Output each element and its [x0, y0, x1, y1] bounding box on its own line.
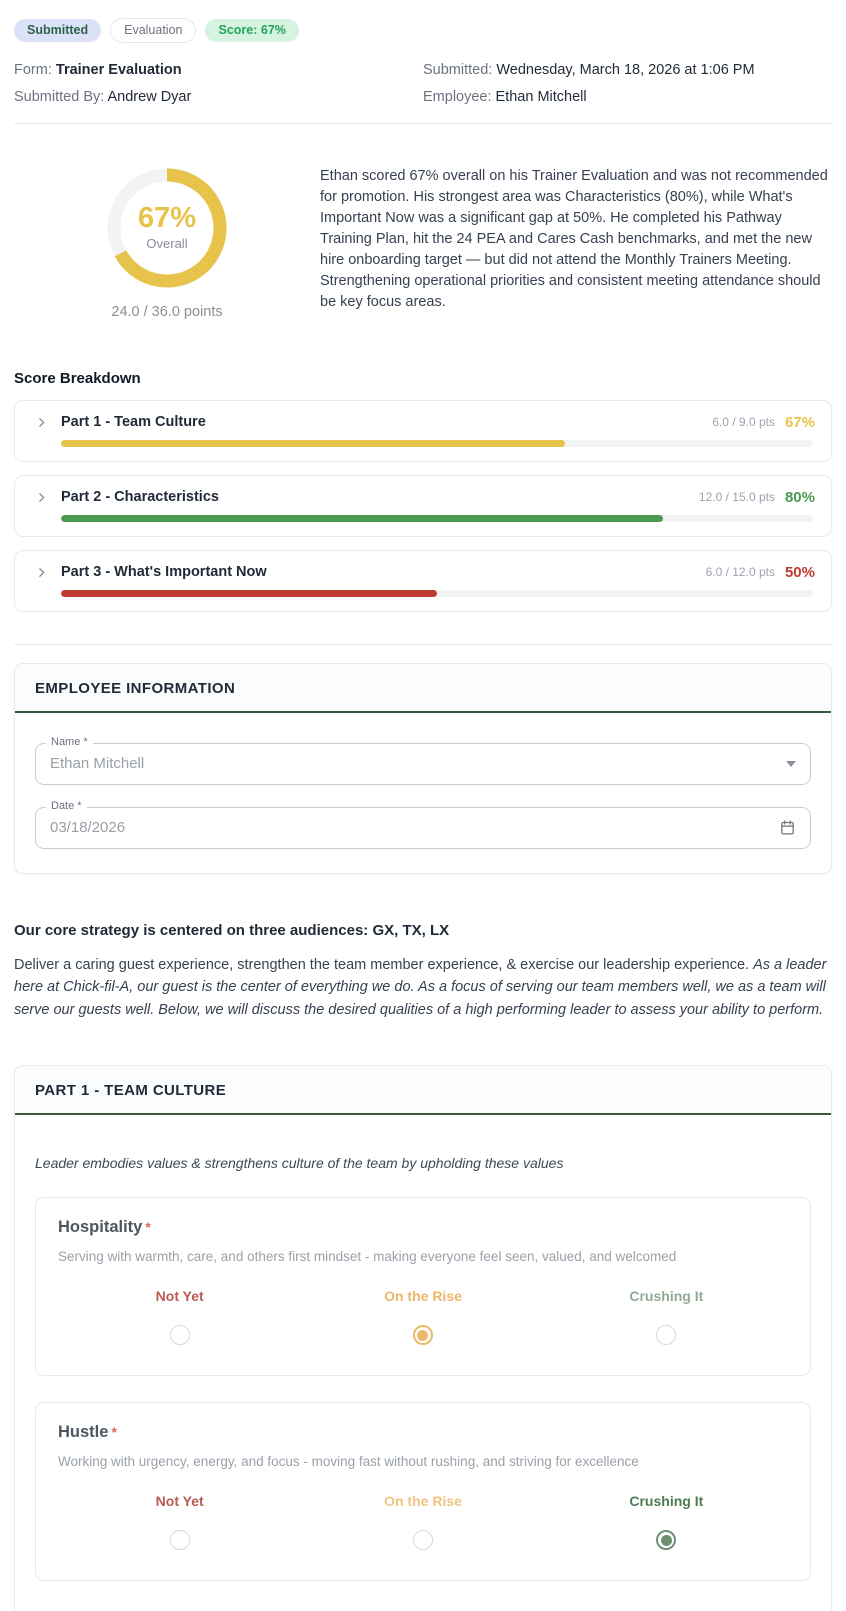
submission-meta [14, 63, 832, 106]
ai-summary: Ethan scored 67% overall on his Trainer Evaluation and was not recommended for promotion. His strongest area was Characteristics (80%), while What's Important Now was a significant gap at 50%. He completed his Pathway Training Plan, hit the 24 PEA and Cares Cash benchmarks, and met the new hire onboarding target — but did not attend the Monthly Trainers Meeting. Strengthening operational priorities and consistent meeting attendance should be key focus areas. [320, 167, 828, 310]
meta-form-value: Trainer Evaluation [55, 62, 182, 78]
meta-submitted-label: Submitted: [423, 62, 493, 78]
required-asterisk: * [111, 1424, 117, 1441]
overview-section [14, 166, 832, 320]
question-card-hospitality [35, 1197, 811, 1376]
radio-crushing-it-selected[interactable] [656, 1530, 676, 1550]
section-title: EMPLOYEE INFORMATION [35, 679, 236, 697]
option-not-yet [58, 1493, 301, 1550]
summary-text-block [320, 166, 832, 320]
breakdown-part-points: 6.0 / 9.0 pts [712, 415, 775, 430]
question-card-hustle [35, 1402, 811, 1581]
breakdown-part-points: 12.0 / 15.0 pts [698, 490, 775, 505]
radio-not-yet[interactable] [170, 1325, 190, 1345]
breakdown-card-part1[interactable] [14, 400, 832, 462]
option-label: On the Rise [384, 1493, 462, 1510]
radio-on-the-rise-selected[interactable] [413, 1325, 433, 1345]
meta-submitted-value: Wednesday, March 18, 2026 at 1:06 PM [496, 62, 755, 78]
question-title: Hustle [58, 1423, 109, 1442]
form-type-badge: Evaluation [110, 18, 196, 43]
strategy-regular-text: Deliver a caring guest experience, strengthen the team member experience, & exercise our leadership experience. [14, 956, 754, 973]
radio-on-the-rise[interactable] [413, 1530, 433, 1550]
badge-row [14, 18, 832, 43]
employee-information-section [14, 663, 832, 874]
score-badge: Score: 67% [205, 19, 298, 42]
date-input-field[interactable] [35, 799, 811, 849]
option-label: Crushing It [629, 1493, 704, 1510]
progress-bar-fill [61, 590, 437, 597]
radio-not-yet[interactable] [170, 1530, 190, 1550]
divider [14, 644, 832, 645]
meta-submitted-by-value: Andrew Dyar [107, 88, 192, 105]
progress-bar [61, 440, 813, 447]
name-field-label: Name * [46, 736, 93, 748]
meta-employee-value: Ethan Mitchell [495, 88, 587, 105]
breakdown-part-title: Part 3 - What's Important Now [61, 564, 267, 581]
meta-employee-label: Employee: [423, 88, 492, 105]
name-field-value: Ethan Mitchell [50, 755, 145, 773]
option-crushing-it [545, 1493, 788, 1550]
option-label: Not Yet [155, 1493, 204, 1510]
chevron-right-icon[interactable] [33, 489, 49, 505]
radio-crushing-it[interactable] [656, 1325, 676, 1345]
question-description: Working with urgency, energy, and focus - moving fast without rushing, and striving for excellence [58, 1454, 639, 1470]
section-header [15, 664, 831, 713]
date-field-value: 03/18/2026 [50, 819, 126, 837]
chevron-down-icon[interactable] [786, 761, 796, 767]
question-title: Hospitality [58, 1218, 143, 1237]
option-on-the-rise [301, 1288, 544, 1345]
chevron-right-icon[interactable] [33, 414, 49, 430]
status-badge: Submitted [14, 19, 101, 42]
rating-options [58, 1493, 788, 1550]
progress-bar-fill [61, 440, 565, 447]
strategy-heading: Our core strategy is centered on three audiences: GX, TX, LX [14, 921, 450, 939]
progress-bar [61, 590, 813, 597]
divider [14, 123, 832, 124]
rating-options [58, 1288, 788, 1345]
strategy-italic-text: As a leader here at Chick-fil-A, our guest is the center of everything we do. As a focus of serving our team members well, we as a team will serve our guests well. Below, we will discuss the desired qualities of a high performing leader to assess your ability to perform. [14, 956, 827, 1018]
date-field-label: Date * [46, 800, 87, 812]
part1-section [14, 1065, 832, 1611]
breakdown-part-percent: 80% [784, 488, 815, 506]
overall-score-chart [14, 166, 320, 320]
option-label: Crushing It [629, 1288, 704, 1305]
calendar-icon[interactable] [779, 819, 796, 836]
breakdown-card-part2[interactable] [14, 475, 832, 537]
meta-form [14, 63, 423, 79]
breakdown-part-percent: 67% [784, 413, 815, 431]
required-asterisk: * [145, 1219, 151, 1236]
overall-percent: 67% [137, 202, 197, 235]
breakdown-part-percent: 50% [784, 563, 815, 581]
option-label: Not Yet [155, 1288, 204, 1305]
meta-submitted-by-label: Submitted By: [14, 88, 105, 105]
progress-bar-fill [61, 515, 663, 522]
overall-points: 24.0 / 36.0 points [111, 303, 223, 320]
breakdown-part-points: 6.0 / 12.0 pts [705, 565, 775, 580]
overall-label: Overall [146, 236, 188, 252]
option-not-yet [58, 1288, 301, 1345]
name-select-field[interactable] [35, 735, 811, 785]
meta-employee [423, 90, 832, 106]
part1-intro: Leader embodies values & strengthens culture of the team by upholding these values [35, 1155, 564, 1172]
strategy-paragraph [14, 954, 832, 1022]
option-label: On the Rise [384, 1288, 462, 1305]
breakdown-part-title: Part 2 - Characteristics [61, 489, 219, 506]
score-breakdown-title: Score Breakdown [14, 369, 141, 387]
question-description: Serving with warmth, care, and others first mindset - making everyone feel seen, valued, and welcomed [58, 1249, 677, 1265]
meta-submitted [423, 63, 832, 79]
option-crushing-it [545, 1288, 788, 1345]
chevron-right-icon[interactable] [33, 564, 49, 580]
breakdown-card-part3[interactable] [14, 550, 832, 612]
meta-form-label: Form: [14, 62, 52, 78]
section-header [15, 1066, 831, 1115]
breakdown-part-title: Part 1 - Team Culture [61, 414, 206, 431]
progress-bar [61, 515, 813, 522]
option-on-the-rise [301, 1493, 544, 1550]
meta-submitted-by [14, 90, 423, 106]
section-title: PART 1 - TEAM CULTURE [35, 1082, 227, 1100]
